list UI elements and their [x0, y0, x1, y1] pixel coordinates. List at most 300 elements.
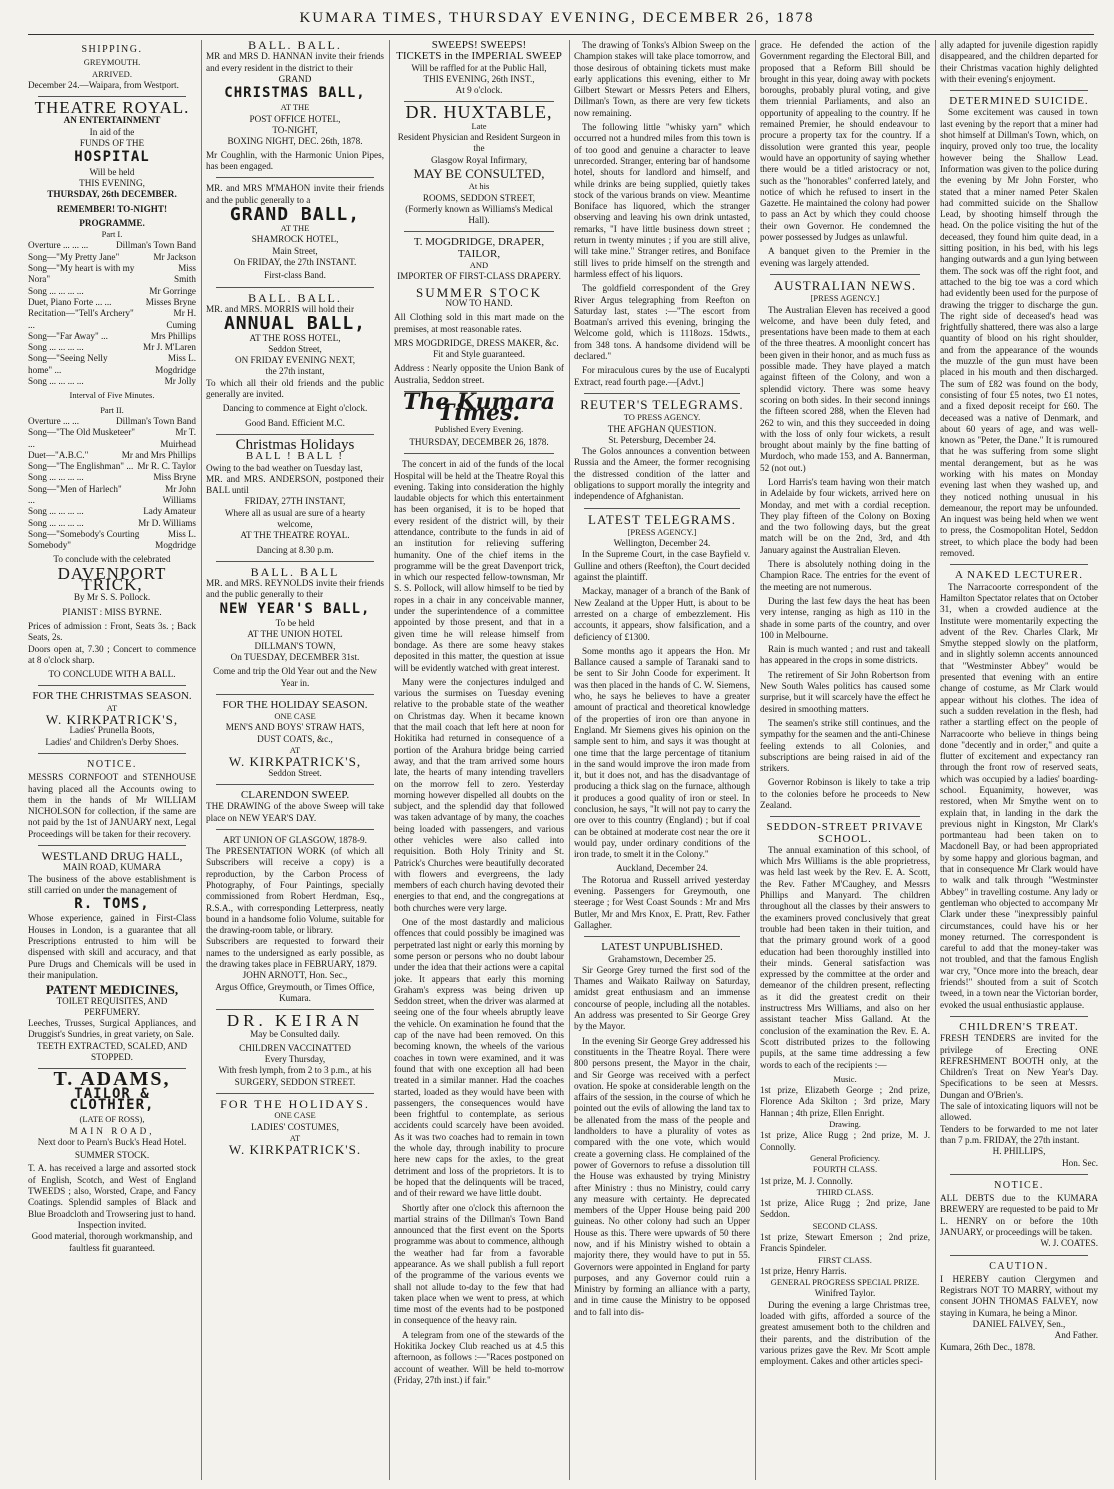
davenport-heading: DAVENPORT TRICK, [57, 563, 167, 595]
programme-song: Duet, Piano Forte ... ... [28, 296, 112, 307]
entertainment-heading: AN ENTERTAINMENT [63, 115, 161, 126]
one-case-text: ONE CASE [274, 711, 316, 722]
ball-heading-2: BALL. BALL. [248, 290, 342, 305]
programme-song: Song—"The Englishman" ... [28, 461, 134, 472]
interval-text: Interval of Five Minutes. [69, 390, 155, 401]
first-class-heading: FIRST CLASS. [818, 1254, 872, 1265]
inspection-text: Inspection invited. [77, 1219, 147, 1230]
hats-text: MEN'S AND BOYS' STRAW HATS, [225, 722, 365, 733]
programme-song: Song—"My heart is with my Nora" [28, 263, 135, 285]
column-divider [389, 40, 390, 1480]
programme-item [28, 529, 196, 552]
top-rule [28, 34, 1094, 35]
date-line: THURSDAY, DECEMBER 26, 1878. [409, 436, 549, 447]
programme-part1 [28, 240, 196, 387]
lymph-text: With fresh lymph, from 2 to 3 p.m., at his [218, 1065, 372, 1076]
programme-song: Song ... ... ... ... [28, 342, 84, 353]
hon-sec-text: Hon. Sec. [1062, 1157, 1098, 1168]
editorial-paragraph: One of the most dastardly and malicious offences that could possibly be imagined was perpetrated last night or early this morning by some person or persons who no doubt labour under the idea that their actions were a capital joke. It appears that early this morning Graham's express was being driven up Seddon street, when the driver was alarmed at seeing one of the four wheels abruptly leave the vehicle. On examination he found that the cap of the nave had been removed. On this becoming known, the wheels of the various coaches in town were examined, and it was found that with one exception all had been treated in a similar manner. Had the coaches started, loaded as they would have been with passengers, the consequences would have been frightful to contemplate, as serious accidents could scarcely have been avoided. As it was two coaches had to remain in town the whole day, through inability to procure here new caps for the axles, to the great detriment and loss of the proprietors. It is to be hoped that the delinquents will be traced, and of their reward we have little doubt. [394, 917, 564, 1199]
raffled-text: Will be raffled for at the Public Hall, [411, 62, 547, 73]
programme-part2 [28, 416, 196, 552]
editorial-paragraph: The concert in aid of the funds of the local Hospital will be held at the Theatre Royal this evening. Taking into consideration the highly laudable objects for which this entertainment has been organised, it is to be hoped that every resident of the district will, by their attendance, contribute to the funds in aid of an institution for relieving suffering humanity. One of the chief items in the programme will be the great Davenport trick, in which our respected fellow-townsman, Mr S. S. Pollock, will allow himself to be tied by ropes in a chair in any conceivable manner, under the superintendence of a committee appointed by those present, and that in a given time he will release himself from bondage. As there are some heavy stakes deposited in this matter, the question at issue will be evidently watched with great interest. [394, 459, 564, 673]
column-5 [760, 40, 930, 1480]
music-heading: Music. [833, 1073, 857, 1084]
programme-song: Overture ... ... [28, 415, 80, 426]
programme-performer: Mr John Williams [162, 483, 196, 505]
third-class-prizes: 1st prize, Alice Rugg ; 2nd prize, Jane Seddon. [760, 1198, 930, 1220]
wellington-dateline: Wellington, December 24. [613, 538, 711, 549]
morris-text: MR. and MRS. MORRIS will hold their [206, 303, 355, 314]
surgery-text: SURGERY, SEDDON STREET. [234, 1076, 356, 1087]
columns [28, 40, 1098, 1480]
subscribers-text: Subscribers are requested to forward their names to the undersigned as early possible, as the drawing takes place in FEBRUARY, 1879. [206, 936, 384, 970]
column-3 [394, 40, 564, 1480]
post-office-hotel: POST OFFICE HOTEL, [249, 113, 341, 124]
doors-text: Doors open at, 7.30 ; Concert to commence at 8 o'clock sharp. [28, 643, 196, 665]
in-aid-text: In aid of the [89, 126, 135, 137]
general-heading: General Proficiency. [810, 1152, 880, 1163]
summer-text: T. A. has received a large and assorted stock of English, Scotch, and West of England TWEEDS ; also, Worsted, Crape, and Fancy Coatings. Splendid samples of Black and Blue Broadcloth and Trowsering just to hand. [28, 1163, 196, 1219]
programme-heading: PROGRAMME. [79, 217, 145, 228]
news-paragraph: Lord Harris's team having won their match in Adelaide by four wickets, arrived here on Monday, and met with a cordial reception. They play fifteen of the Colony on Boxing and the two following days, but the great match will be on the 2nd, 3rd, and 4th January against the Australian Eleven. [760, 476, 930, 555]
prices-text: Prices of admission : Front, Seats 3s. ; Back Seats, 2s. [28, 620, 196, 643]
afghan-body [574, 446, 750, 502]
news-paragraph: The seamen's strike still continues, and the sympathy for the seamen and the anti-Chinese feeling extends to all Colonies, and subscriptions are being raised in aid of the strikers. [760, 717, 930, 774]
consulted-text: May be Consulted daily. [250, 1028, 340, 1039]
programme-item [28, 472, 196, 483]
mogdridge-heading: T. MOGDRIDGE, DRAPER, TAILOR, [413, 236, 545, 260]
pianist-text: PIANIST : MISS BYRNE. [62, 606, 162, 617]
grey-speech-body [760, 40, 930, 269]
news-paragraph: Mackay, manager of a branch of the Bank of New Zealand at the Upper Hutt, is about to be arrested on a charge of embezzlement. His accounts, it appears, show falsification, and a deficiency of £1300. [574, 586, 750, 642]
formerly-text: (Formerly known as Williams's Medical Hall). [405, 203, 553, 226]
school-continued-text: ally adapted for juvenile digestion rapidly disappeared, and the children departed for their Christmas vacation highly delighted with their evening's enjoyment. [940, 40, 1098, 84]
programme-performer: Miss Smith [174, 263, 196, 285]
news-paragraph: The goldfield correspondent of the Grey River Argus telegraphing from Reefton on Saturday last, states :—"The escort from Boatman's arrived this evening, bringing the Welcome gold, which is 1118ozs. 15dwts., from 348 tons. A handsome dividend will be declared." [574, 283, 750, 362]
vaccinated-text: CHILDREN VACCINATTED [239, 1042, 351, 1053]
divider [584, 508, 740, 509]
programme-song: Song—"Seeing Nelly home" ... [28, 353, 108, 375]
friday-text-2: FRIDAY, 27TH INSTANT, [244, 496, 346, 507]
newspaper-title: The Kumara Times. [402, 389, 556, 427]
shamrock-hotel: SHAMROCK HOTEL, [251, 234, 339, 245]
for-holidays-heading: FOR THE HOLIDAYS. [220, 1097, 370, 1112]
arrived-label: ARRIVED. [92, 68, 132, 79]
divider [38, 685, 186, 686]
falvey-signature: DANIEL FALVEY, Sen., [972, 1319, 1066, 1330]
usual-text: Where all as usual are sure of a hearty welcome, [224, 507, 366, 529]
programme-item [28, 461, 196, 472]
news-paragraph: During the last few days the heat has been very intense, ranging as high as 110 in the shade in some parts of the country, and over 100 in Melbourne. [760, 595, 930, 640]
dillman-text: DILLMAN'S TOWN, [254, 640, 336, 651]
next-door-text: Next door to Pearn's Buck's Head Hotel. [37, 1136, 187, 1147]
divider [950, 90, 1088, 91]
tonight-text: TO-NIGHT, [272, 125, 318, 136]
programme-item [28, 353, 196, 376]
mmahon-text: MR. and MRS M'MAHON invite their friends and the public generally to a [206, 183, 384, 205]
programme-item [28, 342, 196, 353]
latest-heading: LATEST TELEGRAMS. [588, 511, 736, 527]
fit-text: Fit and Style guaranteed. [433, 349, 525, 360]
main-road-text: MAIN ROAD, KUMARA [62, 862, 162, 873]
programme-item [28, 252, 196, 263]
auckland-body [574, 875, 750, 931]
treat-text-2: The sale of intoxicating liquors will not be allowed. [940, 1101, 1098, 1123]
drawing-prizes: 1st prize, Alice Rugg ; 2nd prize, M. J. Connolly. [760, 1130, 930, 1152]
friday-next-text: ON FRIDAY EVENING NEXT, [234, 355, 356, 366]
address-text: Address : Nearly opposite the Union Bank of Australia, Seddon street. [394, 363, 564, 385]
australian-news-heading: AUSTRALIAN NEWS. [773, 277, 917, 293]
programme-performer: Mr R. C. Taylor [137, 461, 196, 472]
presentation-text: The PRESENTATION WORK (of which all Subscribers will receive a copy) is a reproduction, by the Carbon Process of Photography, of Four Paintings, specially commissioned from Robert Herdman, Esq., R.S.A., with corresponding Letterpress, neatly bound in a handsome folio Volume, suitable for the drawing-room table, or library. [206, 846, 384, 936]
toms-text: Whose experience, gained in First-Class Houses in London, is a guarantee that all Prescriptions entrusted to him will be dispensed with skill and accuracy, and that Pure Drugs and Chemicals will be used in their manipulation. [28, 913, 196, 980]
divider [950, 564, 1088, 565]
second-class-heading: SECOND CLASS. [812, 1220, 878, 1231]
fourth-class-heading: FOURTH CLASS. [812, 1164, 878, 1175]
annual-ball-heading: ANNUAL BALL, [223, 313, 367, 335]
programme-song: Song—"The Old Musketeer" ... [28, 427, 136, 449]
main-road-2: MAIN ROAD, [69, 1125, 155, 1136]
editorial-paragraph: A telegram from one of the stewards of the Hokitika Jockey Club reached us at 4.5 this afternoon, as follows :—"Races postponed on account of weather. Will be held to-morrow (Friday, 27th inst.) if fair." [394, 1329, 564, 1385]
programme-performer: Misses Bryne [145, 296, 196, 307]
programme-performer: Mr J. M'Laren [143, 342, 196, 353]
ball-heading-4: BALL. BALL [250, 564, 340, 579]
news-paragraph: The following little "whisky yarn" which occurred not a hundred miles from this town is of too good and genuine a character to leave unrecorded. Stranger, entering bar of handsome hotel, shouts for landlord and himself, and while drinks are being supplied, quietly takes stock of the various brands on view. Meantime Boniface has liquored, which the stranger observing and leaving his own drink untasted, remarks, "I have little business down street ; return in twenty minutes ; if you are still alive, will take mine." Stranger retires, and Boniface still lives to pride himself on the strength and harmless effect of his liquors. [574, 122, 750, 279]
instant-text: the 27th instant, [265, 366, 325, 377]
divider [216, 1009, 374, 1010]
this-evening-text: THIS EVENING, 26th INST., [423, 73, 535, 84]
news-paragraph: In the Supreme Court, in the case Bayfield v. Gulline and others (Reefton), the Court decided against the plaintiff. [574, 549, 750, 583]
programme-song: Song ... ... ... ... [28, 285, 84, 296]
main-street-text: Main Street, [272, 245, 318, 256]
column-1 [28, 40, 196, 1480]
treat-text-3: Tenders to be forwarded to me not later than 7 p.m. FRIDAY, the 27th instant. [940, 1123, 1098, 1145]
special-prize-heading: GENERAL PROGRESS SPECIAL PRIZE. [770, 1277, 920, 1288]
auckland-dateline: Auckland, December 24. [616, 863, 708, 874]
column-divider [935, 40, 936, 1480]
programme-performer: Mr T. Muirhead [160, 427, 196, 449]
programme-item [28, 263, 196, 286]
held-text: Will be held [89, 166, 135, 177]
at-the-text-2: AT THE [280, 223, 310, 234]
news-paragraph: In the evening Sir George Grey addressed his constituents in the Theatre Royal. There were 800 persons present, the Mayor in the chair, and Sir George was received with a perfect ovation. He spoke at considerable length on the affairs of the session, in the course of which he pointed out the evils of allowing the land tax to be allenated from the mass of the people and landholders to have a plurality of votes as compared with the one vote, which would create a governing class. He complained of the power of Governors to refuse a dissolution till the House was exhausted by trying Ministry after Ministry : thus no Ministry, could carry any measure with certainty. He deprecated members of the Upper House being paid 200 guineas. No other colony had such an Upper House as this. There were upwards of 50 there now, and if his Ministry wished to obtain a majority there, they would have to put in 55. Governors were appointed in England for party purposes, and any Governor could ruin a Ministry by forming an alliance with a party, and in time cause the Ministry to be opposed and to fall into dis- [574, 1035, 750, 1317]
caution-text: I HEREBY caution Clergymen and Registrars NOT TO MARRY, without my consent JOHN THOMAS FALVEY, now staying in Kumara, he being a Minor. [940, 1273, 1098, 1318]
kirkpatrick-heading-2: W. KIRKPATRICK'S, [228, 754, 362, 770]
divider [770, 816, 920, 817]
divider [216, 434, 374, 435]
programme-song: Song—"Men of Harlech" ... [28, 483, 122, 505]
notice-text-2: ALL DEBTS due to the KUMARA BREWERY are requested to be paid to Mr L. HENRY on or before the 10th JANUARY, or proceedings will be taken. [940, 1193, 1098, 1237]
reynolds-text: MR. and MRS. REYNOLDS invite their friends and the public generally to their [206, 578, 384, 600]
may-be-consulted: MAY BE CONSULTED, [413, 165, 545, 181]
and-text: AND [469, 260, 489, 271]
programme-performer: Dillman's Town Band [116, 240, 196, 251]
naked-lecturer-heading: A NAKED LECTURER. [955, 569, 1083, 582]
divider [38, 753, 186, 754]
grahamstown-body [574, 965, 750, 1318]
second-class-prizes: 1st prize, Stewart Emerson ; 2nd prize, Francis Spindeler. [760, 1231, 930, 1254]
come-text: Come and trip the Old Year out and the New Year in. [213, 666, 377, 688]
divider [584, 936, 740, 937]
band-text: First-class Band. [264, 270, 326, 281]
coughlin-text: Mr Coughlin, with the Harmonic Union Pipes, has been engaged. [206, 149, 384, 171]
programme-item [28, 506, 196, 517]
summer-heading: SUMMER STOCK. [74, 1150, 150, 1161]
keiran-heading: DR. KEIRAN [226, 1011, 364, 1031]
divider [950, 1255, 1088, 1256]
late-text-2: Late [471, 120, 487, 131]
news-paragraph: For miraculous cures by the use of Eucalypti Extract, read fourth page.—[Advt.] [574, 365, 750, 387]
programme-performer: Miss Bryne [153, 472, 196, 483]
arrival-text: December 24.—Waipara, from Westport. [28, 79, 179, 90]
friday-text: On FRIDAY, the 27th INSTANT. [233, 257, 357, 268]
column-6 [940, 40, 1098, 1480]
thursday-text: Every Thursday, [264, 1054, 326, 1065]
conclude-text: To conclude with the celebrated [53, 554, 171, 565]
programme-item [28, 286, 196, 297]
childrens-text: Ladies' and Children's Derby Shoes. [45, 736, 179, 747]
costumes-text: LADIES' COSTUMES, [251, 1121, 339, 1132]
new-year-ball-heading: NEW YEAR'S BALL, [219, 600, 371, 617]
divider [216, 177, 374, 178]
adams-heading: T. ADAMS, [53, 1068, 171, 1091]
divider [404, 453, 554, 454]
now-to-hand: NOW TO HAND. [445, 297, 513, 308]
press-agency-text: [PRESS AGENCY.] [627, 526, 697, 537]
dated-text: Kumara, 26th Dec., 1878. [940, 1341, 1036, 1352]
event-date: THURSDAY, 26th DECEMBER. [47, 189, 177, 200]
christmas-ball-heading: CHRISTMAS BALL, [224, 85, 366, 102]
clarendon-heading: CLARENDON SWEEP. [240, 788, 350, 801]
news-paragraph: Some months ago it appears the Hon. Mr Ballance caused a sample of Taranaki sand to be sent to Sir John Coode for experiment. It was then placed in the hands of C. W. Siemens, who, he says he believes to have a greater amount of practical and theoretical knowledge of the properties of iron ore than anyone in England. Mr Siemens gives his opinion on the sample sent to him, and says it was thought at one time that the large percentage of titanium in the sand would improve the iron made from it, but it does not, and has the disadvantage of producing a thick slag on the furnace, although it produces a good quality of iron or steel. In conclusion, he says, "It will not pay to carry the ore over to this country (England) ; but if coal can be obtained at moderate cost near the ore it would pay, under ordinary conditions of the iron trade, to smelt it in the Colony." [574, 645, 750, 860]
programme-song: Recitation—"Tell's Archery" ... [28, 308, 134, 330]
dress-text: MRS MOGDRIDGE, DRESS MAKER, &c. [394, 337, 559, 348]
music-prizes: 1st prize, Elizabeth George ; 2nd prize, Florence Ada Skilton ; 3rd prize, Mary Hannan ; 4th prize, Ellen Enright. [760, 1085, 930, 1118]
seddon-street-2: Seddon Street. [268, 767, 322, 778]
school-heading: SEDDON-STREET PRIVAVE SCHOOL. [766, 821, 924, 845]
news-paragraph: Governor Robinson is likely to take a trip to the colonies before he proceeds to New Zealand. [760, 777, 930, 810]
holiday-season-heading: FOR THE HOLIDAY SEASON. [222, 698, 368, 711]
divider [216, 829, 374, 830]
divider [216, 694, 374, 695]
programme-performer: Lady Amateur [143, 506, 196, 517]
phillips-signature: H. PHILLIPS, [992, 1146, 1046, 1157]
reuters-heading: REUTER'S TELEGRAMS. [580, 396, 744, 412]
nine-text: At 9 o'clock. [455, 85, 503, 96]
ladies-text: Ladies' Prunella Boots, [69, 725, 155, 736]
news-paragraph: The retirement of Sir John Robertson from New South Wales politics has caused some surprise, but it will scarcely have the effect he desired in smoothing matters. [760, 669, 930, 714]
at-text-2: AT [289, 745, 301, 756]
dancing-text-2: Dancing at 8.30 p.m. [256, 544, 334, 555]
programme-performer: Mr Jackson [153, 251, 196, 262]
published-text: Published Every Evening. [434, 423, 524, 434]
leeches-text: Leeches, Trusses, Surgical Appliances, and Druggist's Sundries, in great variety, on Sale. [28, 1018, 196, 1040]
afghan-heading: THE AFGHAN QUESTION. [607, 423, 717, 434]
rooms-text: ROOMS, SEDDON STREET, [422, 192, 536, 203]
news-paragraph: grace. He defended the action of the Government regarding the Electoral Bill, and proposed that a Reform Bill should be brought in this year, doing away with pockets boroughs, probably plural voting, and give them triennial Parliaments, and also an opportunity of appealing to the country. If he remained Premier, he should endeavour to procure a property tax for the country. If a dissolution were granted this year, people would have an opportunity of saying whether there would be a titled aristocracy or not, such as the "honorables" conferred lately, and notice of which he refused to insert in the Gazette. He maintained the colony had power to pass an Act by which they could choose their own Governor. He condemned the power possessed by Judges as unlawful. [760, 40, 930, 243]
drawing-heading: Drawing. [829, 1119, 861, 1130]
at-text: AT [106, 702, 118, 713]
good-band-text: Good Band. Efficient M.C. [245, 417, 345, 428]
divider [38, 96, 186, 97]
news-paragraph: There is absolutely nothing doing in the Champion Race. The entries for the event of the meeting are not numerous. [760, 559, 930, 592]
glasgow-text: Glasgow Royal Infirmary, [430, 154, 528, 165]
programme-performer: Dillman's Town Band [116, 415, 196, 426]
at-the-text: AT THE [280, 102, 310, 113]
anderson-text: MR. and MRS. ANDERSON, postponed their BALL until [206, 473, 384, 496]
childrens-treat-heading: CHILDREN'S TREAT. [959, 1020, 1079, 1033]
sweeps-heading: SWEEPS! SWEEPS! [431, 40, 527, 51]
holidays-heading: Christmas Holidays [235, 436, 355, 453]
divider [770, 274, 920, 275]
westland-heading: WESTLAND DRUG HALL, [41, 849, 183, 863]
auckland-paragraph: The Rotorua and Russell arrived yesterday evening. Passengers for Greymouth, one steerage ; for West Coast Sounds : Mr and Mrs Butler, Mr and Mrs Knox, E. Pratt, Rev. Father Gallagher. [574, 874, 750, 930]
at-his-text: At his [468, 181, 490, 192]
press-agency-text-2: [PRESS AGENCY.] [810, 293, 880, 304]
business-text: The business of the above establishment is still carried on under the management of [28, 873, 196, 895]
grand-ball-heading: GRAND BALL, [229, 203, 361, 225]
programme-song: Song ... ... ... ... [28, 472, 84, 483]
school-body [760, 845, 930, 1071]
programme-item [28, 331, 196, 342]
divider [404, 231, 554, 232]
shipping-heading: SHIPPING. [81, 44, 143, 55]
school-paragraph: The annual examination of this school, of which Mrs Williams is the able proprietress, was held last week by the Rev. E. A. Scott, the Rev. Father M'Caughey, and Messrs Phillips and Manyard. The children throughout all the classes by their answers to the examiners proved conclusively that great trouble had been taken in their tuition, and that the primary ground work of a good education had been thoroughly instilled into their minds. General satisfaction was expressed by the committee at the order and demeanor of the children present, reflecting as it did the greatest credit on their instructress Mrs Williams, and also on her assistant teacher Miss Galland. At the conclusion of the examination the Rev. E. A. Scott distributed prizes to the following pupils, at the same time addressing a few words to each of the recipients :— [760, 844, 930, 1070]
caution-heading: CAUTION. [989, 1260, 1049, 1272]
programme-performer: Miss L. Mogdridge [155, 528, 196, 551]
toilet-text: TOILET REQUISITES, AND PERFUMERY. [56, 995, 168, 1017]
column-2 [206, 40, 384, 1480]
tickets-text: TICKETS in the IMPERIAL SWEEP [396, 50, 562, 63]
programme-performer: Mrs Phillips [150, 330, 196, 341]
naked-lecturer-body [940, 582, 1098, 1011]
late-text: (LATE OF ROSS), [79, 1114, 145, 1125]
dust-text: DUST COATS, &c., [257, 733, 333, 744]
conclude-ball-text: TO CONCLUDE WITH A BALL. [48, 669, 176, 680]
owing-text: Owing to the bad weather on Tuesday last, [206, 462, 363, 473]
divider [216, 561, 374, 562]
editorial-body [394, 459, 564, 1386]
news-paragraph: The Australian Eleven has received a good welcome, and have been duly feted, and presentations have been made to them at each of the three theatres. A moonlight concert has been given in their honor, and as much fuss as possible made. They have played a match against fifteen of the Colony, and won a splendid victory. There was some heavy scoring on both sides. In their second innings the fifteen scored 288, when the Eleven had 262 to win, and this they succeeded in doing with the loss of only four wickets, a result brought about mainly by the fine batting of Murdoch, who made 153, and A. Bannerman, 52 (not out.) [760, 304, 930, 473]
resident-text: Resident Physician and Resident Surgeon in the [397, 132, 561, 154]
christmas-season-heading: FOR THE CHRISTMAS SEASON. [32, 690, 192, 703]
one-case-text-2: ONE CASE [274, 1110, 316, 1121]
grand-text: GRAND [278, 73, 312, 84]
first-class-prizes: 1st prize, Henry Harris. [760, 1265, 847, 1276]
ross-hotel: AT THE ROSS HOTEL, [249, 332, 341, 343]
closing-body [760, 1300, 930, 1368]
notice-text: MESSRS CORNFOOT and STENHOUSE having placed all the Accounts owing to them in the hands of Mr WILLIAM NICHOLSON for collection, if the same are not paid by the 1st of JANUARY next, Legal Proceedings will be taken for their recovery. [28, 772, 196, 839]
suicide-heading: DETERMINED SUICIDE. [949, 95, 1089, 108]
programme-item [28, 427, 196, 450]
programme-item [28, 297, 196, 308]
dancing-text: Dancing to commence at Eight o'clock. [222, 403, 368, 414]
news-paragraph: Rain is much wanted ; and rust and takeall has appeared in the crops in some districts. [760, 644, 930, 666]
programme-performer: Miss L. Mogdridge [155, 353, 196, 375]
kirkpatrick-heading-3: W. KIRKPATRICK'S. [228, 1142, 362, 1158]
theatre-text: AT THE THEATRE ROYAL. [240, 530, 350, 541]
news-paragraph: A banquet given to the Premier in the evening was largely attended. [760, 246, 930, 268]
arnott-text: JOHN ARNOTT, Hon. Sec., [242, 970, 348, 981]
column-4 [574, 40, 750, 1480]
funds-text: FUNDS OF THE [79, 138, 145, 149]
by-text: By Mr S. S. Pollock. [73, 592, 151, 603]
hannan-text: MR and MRS D. HANNAN invite their friends and every resident in the district to their [206, 51, 384, 73]
greymouth-heading: GREYMOUTH. [83, 57, 141, 68]
divider [38, 845, 186, 846]
news-body-1 [574, 40, 750, 388]
part2-heading: Part II. [100, 404, 124, 415]
programme-song: Overture ... ... ... [28, 240, 89, 251]
suicide-body [940, 107, 1098, 559]
invited-text: To which all their old friends and the public generally are invited. [206, 377, 384, 400]
australian-news-body [760, 305, 930, 812]
at-text-3: AT [289, 1132, 301, 1143]
programme-performer: Mr D. Williams [138, 517, 196, 528]
programme-song: Duet—"A.B.C." [28, 449, 89, 460]
drawing-text: THE DRAWING of the above Sweep will take place on NEW YEAR'S DAY. [206, 801, 384, 823]
programme-song: Song ... ... ... ... [28, 506, 84, 517]
clothing-text: All Clothing sold in this mart made on the premises, at most reasonable rates. [394, 312, 564, 334]
programme-song: Song—"Far Away" ... [28, 330, 108, 341]
programme-item [28, 484, 196, 507]
divider [216, 1093, 374, 1094]
kirkpatrick-heading: W. KIRKPATRICK'S, [45, 712, 179, 728]
good-text: Good material, thorough workmanship, and faultless fit guaranteed. [31, 1231, 193, 1253]
coates-signature: W. J. COATES. [1040, 1238, 1098, 1249]
seddon-street-text: Seddon Street, [268, 343, 322, 354]
st-petersburg-dateline: St. Petersburg, December 24. [608, 434, 716, 445]
closing-paragraph: During the evening a large Christmas tree, loaded with gifts, afforded a source of the greatest amusement both to the children and their parents, and the distribution of the various prizes gave the Rev. Mr Scott ample employment. Cakes and other articles speci- [760, 1299, 930, 1367]
programme-song: Song ... ... ... ... [28, 376, 84, 387]
naked-lecturer-paragraph: The Narracoorte correspondent of the Hamilton Spectator relates that on October 31, when a crowded audience at the Institute were momentarily expecting the advent of the Rev. Charles Clark, Mr Smythe stepped slowly on the platform, and in slightly solemn accents announced that "Westminster Abbey" would be presented that evening with an entire change of costume, as Mr Clark would appear without his clothes. The idea of such a sudden revelation in the flesh, had rather a startling effect on the people of Narracoorte who believe in things being done "decently and in order," and quite a flutter of excitement and expectancy ran through the front row of reserved seats, which was occupied by a ladies' boarding-school. Equanimity, however, was restored, when Mr Smythe went on to explain that, in landing in the dark the previous night in Kingston, Mr Clark's portmanteau had been taken on to Macdonell Bay, or had been appropriated by some happy and glorious bagman, and that in consequence Mr Clark would have to walk and talk through "Westminster Abbey" in travelling costume. Any lady or gentleman who objected to accompany Mr Clark under these "inexpressibly painful circumstances, could have his or her money returned. The correspondent is careful to add that the money-taker was not troubled, and that the famous English war cry, "Once more into the breach, dear friends!" shouted from a suit of Scotch tweed, in a town near the Victorian border, evoked the usual enthusiastic applause. [940, 581, 1098, 1010]
programme-song: Song—"Somebody's Courting Somebody" [28, 528, 140, 551]
programme-performer: Mr Gorringe [149, 285, 196, 296]
boxing-text: BOXING NIGHT, DEC. 26th, 1878. [227, 136, 363, 147]
third-class-heading: THIRD CLASS. [816, 1186, 874, 1197]
wellington-body [574, 549, 750, 860]
editorial-paragraph: Shortly after one o'clock this afternoon the martial strains of the Dillman's Town Band announced that the first event on the Sports programme was about to commence, although the weather had far from a favorable appearance. As we shall publish a full report of the programme of the various events we shall not allude to-day to the few that had taken place when we went to press, at which time most of the events had to be postponed in consequence of the heavy rain. [394, 1202, 564, 1326]
column-divider [201, 40, 202, 1480]
argus-text: Argus Office, Greymouth, or Times Office, Kumara. [215, 981, 375, 1003]
divider [584, 393, 740, 394]
to-press-text: TO PRESS AGENCY. [623, 412, 701, 423]
divider [216, 287, 374, 288]
importer-text: IMPORTER OF FIRST-CLASS DRAPERY. [397, 271, 561, 282]
editorial-paragraph: Many were the conjectures indulged and various the surmises on Tuesday evening relative to the probable state of the weather on Christmas day. When it became known that the mail coach that left here at noon for Hokitika had returned in consequence of a portion of the Arahura bridge being carried away, and that the tram arrived some hours late, the hearts of many intending travellers on the morrow fell to zero. Yesterday morning however dispelled all doubts on the subject, and the splendid day that followed was taken advantage of by many, the coaches being loaded with passengers, and various other vehicles were also called into requisition. Both Holy Trinity and St. Patrick's Churches were beautifully decorated with flowers and evergreens, the lady members of each church having devoted their energies to that end, and the congregations at both churches were very large. [394, 676, 564, 913]
programme-item [28, 450, 196, 461]
programme-item [28, 416, 196, 427]
suicide-paragraph: Some excitement was caused in town last evening by the report that a miner had shot himself at Dillman's Town, which, on inquiry, proved only too true, the locality however being the Shallow Lead. Information was given to the police during the evening by Mr John Forster, who stated that a miner named Peter Skalen had committed suicide on the Shallow Lead, by shooting himself through the head. On the police visiting the hut of the deceased, they found him quite dead, in a sitting position, in his bed, with his legs hanging outwards and a gun lying between them. The sock was off the right foot, and attached to the big toe was a cord which had evidently been used for the purpose of drawing the trigger to discharge the gun. The right side of deceased's head was frightfully shattered, there was also a large quantity of blood on his right shoulder, and from the appearance of the wounds the muzzle of the gun must have been placed in his mouth and then discharged. The sum of £82 was found on the body, consisting of four £5 notes, two £1 notes, and a fixed deposit receipt for £60. The deceased was a native of Denmark, and about 60 years of age, and was well-known as "Peter, the Dane." It is rumoured that he was suffering from some slight mental derangement, but as he was working with his mates on Monday evening last when they washed up, and they noticed nothing unusual in his demeanour, the report may be unfounded. An inquest was being held when we went to press, the Cosmopolitan Hotel, Seddon street, to which place the body had been removed. [940, 107, 1098, 559]
afghan-paragraph: The Golos announces a convention between Russia and the Ameer, the former recognising the distressed condition of the latter and obligations to support morally the integrity and independence of Afghanistan. [574, 446, 750, 502]
ball-heading-3: BALL ! BALL ! [245, 450, 345, 463]
art-union-heading: ART UNION OF GLASGOW, 1878-9. [223, 834, 367, 845]
summer-stock-heading: SUMMER STOCK [416, 284, 542, 300]
theatre-heading: THEATRE ROYAL. [34, 98, 190, 118]
evening-text: THIS EVENING, [79, 177, 145, 188]
huxtable-heading: DR. HUXTABLE, [405, 102, 553, 123]
programme-song: Song—"My Pretty Jane" [28, 251, 120, 262]
column-divider [755, 40, 756, 1480]
unpublished-heading: LATEST UNPUBLISHED. [601, 941, 723, 954]
programme-performer: Mr and Mrs Phillips [121, 449, 196, 460]
union-hotel: AT THE UNION HOTEL [247, 629, 343, 640]
remember-text: REMEMBER! TO-NIGHT! [56, 203, 168, 214]
tuesday-text: On TUESDAY, DECEMBER 31st. [230, 651, 360, 662]
grahamstown-dateline: Grahamstown, December 25. [608, 953, 716, 964]
programme-song: Song ... ... ... ... [28, 517, 84, 528]
toms-heading: R. TOMS, [74, 896, 150, 913]
